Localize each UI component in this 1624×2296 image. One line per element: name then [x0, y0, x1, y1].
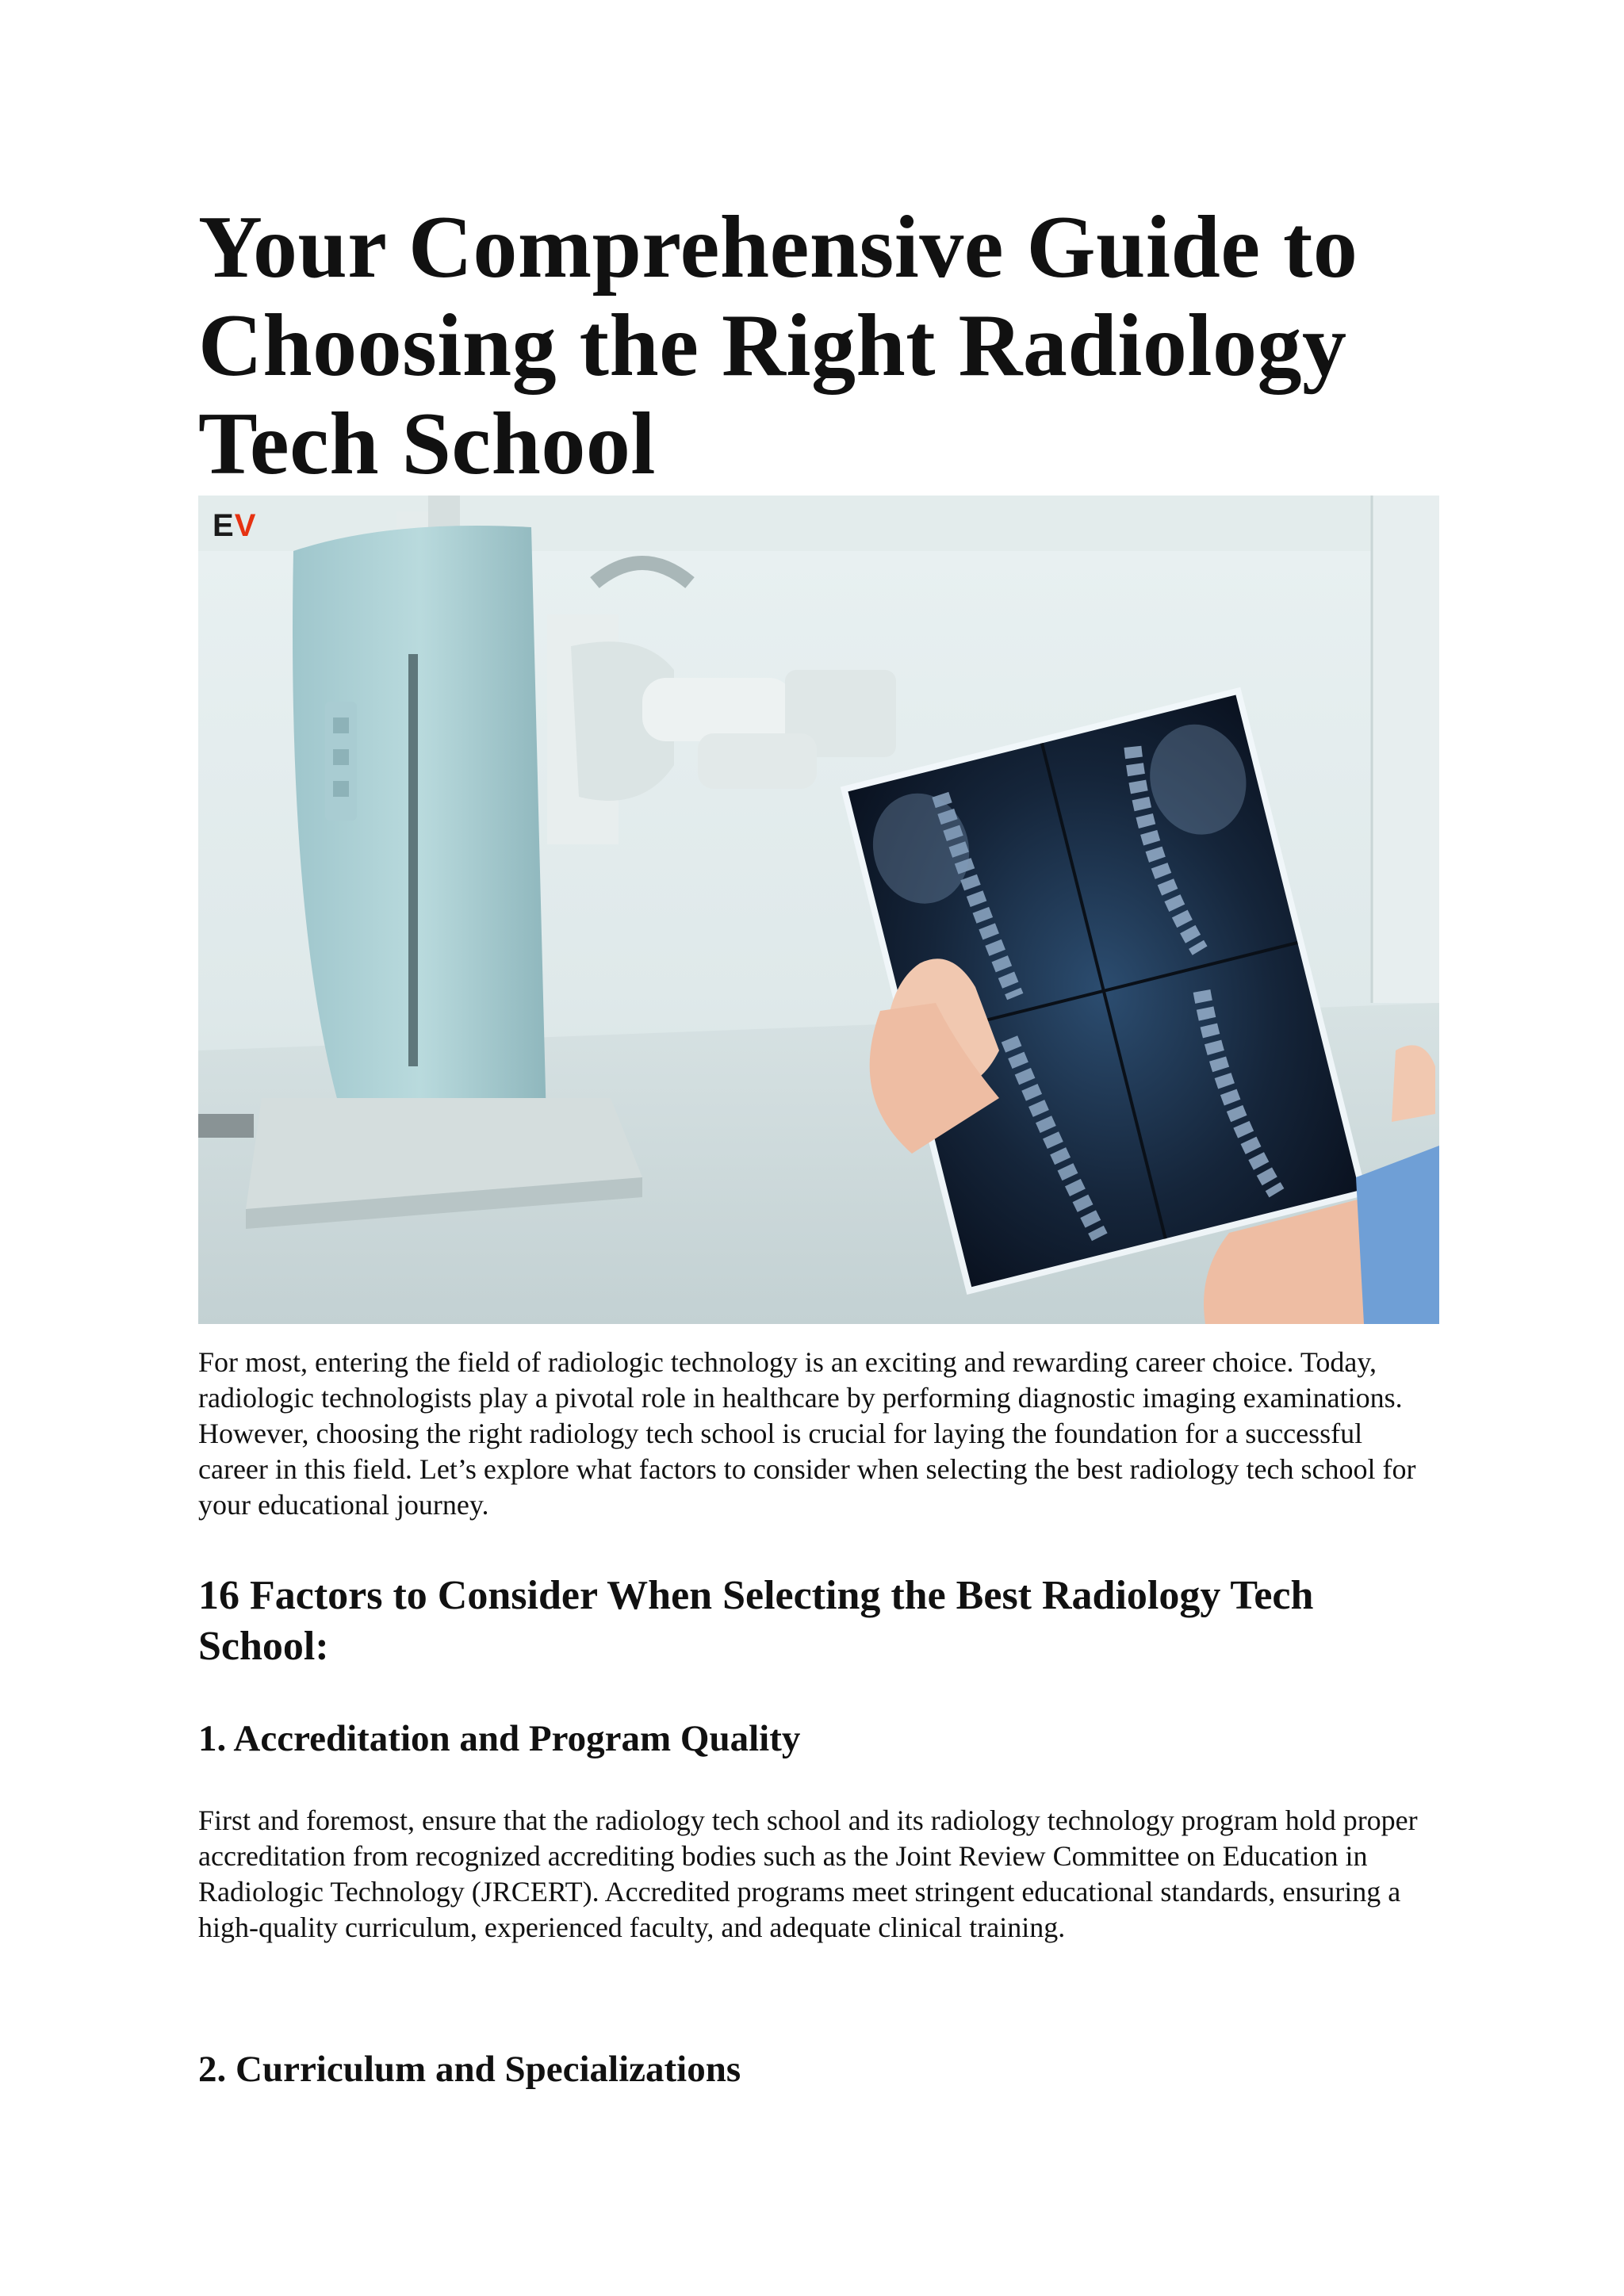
- ev-logo: [213, 510, 256, 541]
- factor-heading-2: 2. Curriculum and Specializations: [198, 2049, 741, 2090]
- hero-image: [198, 496, 1439, 1324]
- factor-heading-1: 1. Accreditation and Program Quality: [198, 1718, 801, 1759]
- factor-paragraph-1: First and foremost, ensure that the radiology tech school and its radiology technology program hold proper accreditation from recognized accrediting bodies such as the Joint Review Committee on Education in Radiologic Technology (JRCERT). Accredited programs meet stringent educational standards, ensuring a high-quality curriculum, experienced faculty, and adequate clinical training.: [198, 1804, 1418, 1943]
- intro-paragraph: For most, entering the field of radiologic technology is an exciting and rewarding career choice. Today, radiologic technologists play a pivotal role in healthcare by performing diagnostic imaging examinations. However, choosing the right radiology tech school is crucial for laying the foundation for a successful career in this field. Let’s explore what factors to consider when selecting the best radiology tech school for your educational journey.: [198, 1346, 1416, 1521]
- section-heading: 16 Factors to Consider When Selecting the Best Radiology Tech School:: [198, 1573, 1314, 1669]
- article-title: Your Comprehensive Guide to Choosing the Right Radiology Tech School: [198, 198, 1358, 493]
- logo-letter-v: V: [234, 508, 257, 543]
- xray-room-illustration: [198, 496, 1439, 1324]
- logo-letter-e: E: [213, 508, 235, 543]
